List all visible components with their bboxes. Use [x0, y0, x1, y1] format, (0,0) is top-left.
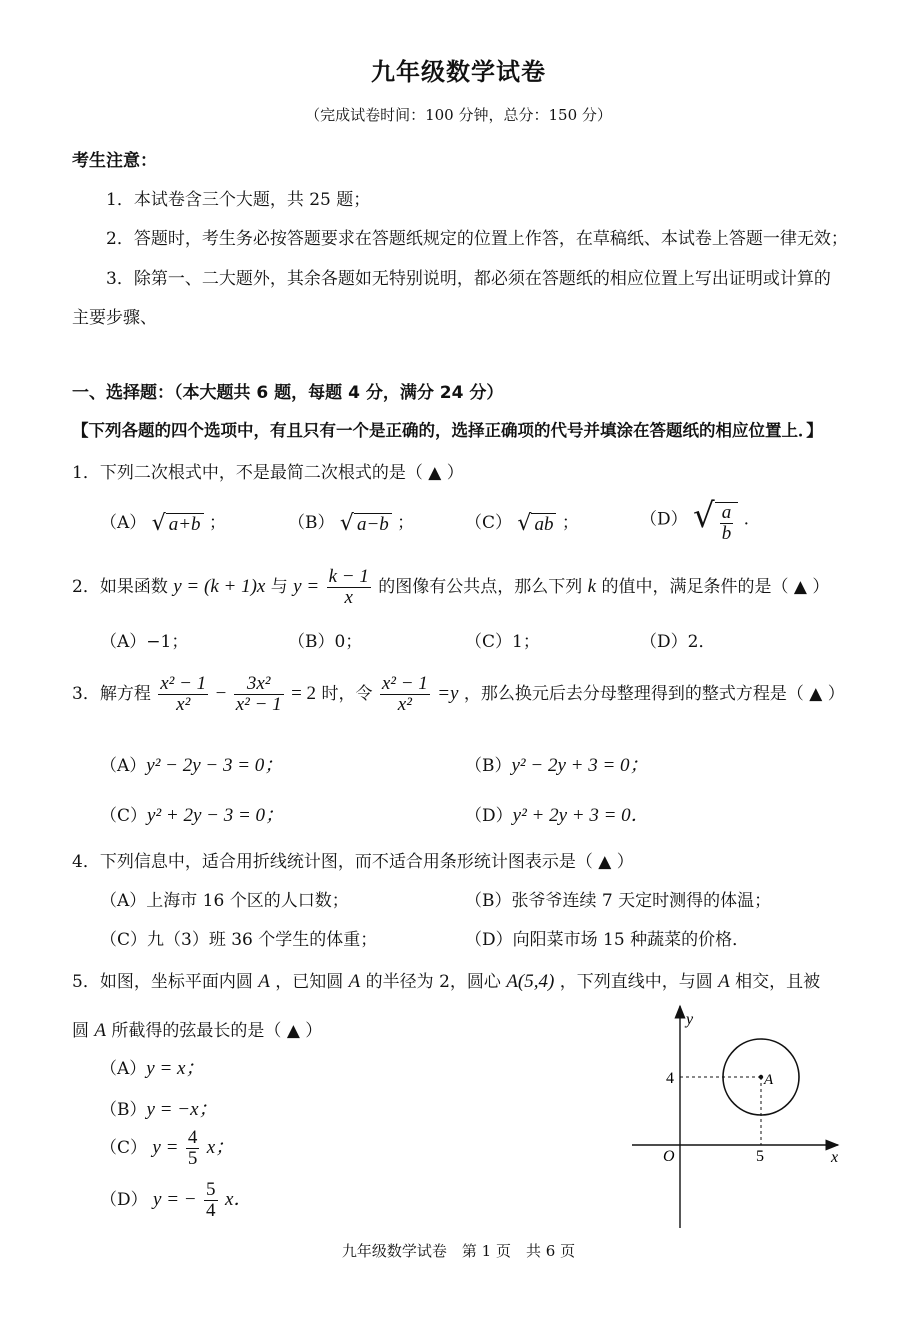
option-label: （D） — [100, 1190, 148, 1210]
fraction-numerator: 4 — [187, 1127, 198, 1148]
fraction-denominator: b — [721, 522, 732, 544]
q4-option-b: （B）张爷爷连续 7 天定时测得的体温； — [465, 891, 772, 911]
q2-text-3: 的图像有公共点，那么下列 — [378, 577, 583, 597]
q4-option-c: （C）九（3）班 36 个学生的体重； — [100, 930, 378, 950]
option-expression: y = x； — [146, 1058, 205, 1079]
q2-option-d: （D）2． — [640, 632, 716, 652]
option-expression: y² − 2y − 3 = 0； — [146, 755, 284, 776]
option-expression-left: y = — [152, 1137, 179, 1158]
q3-text-2: 时，令 — [321, 684, 373, 704]
q3-option-a — [100, 750, 283, 777]
fraction-denominator: x² − 1 — [235, 694, 282, 715]
q4-option-d: （D）向阳菜市场 15 种蔬菜的价格． — [465, 930, 750, 950]
option-label: （B） — [100, 1100, 147, 1120]
origin-label: O — [663, 1148, 675, 1165]
option-label: （A） — [100, 756, 147, 776]
q3-option-d — [465, 800, 650, 827]
q2-option-b: （B）0； — [288, 632, 363, 652]
option-expression-tail: x． — [224, 1189, 253, 1210]
option-label: （D） — [640, 509, 688, 530]
q2-function-2-left: y = — [293, 576, 320, 597]
q2-stem — [72, 567, 829, 608]
notice-item-1: 1．本试卷含三个大题，共 25 题； — [106, 190, 371, 210]
fraction-denominator: x² — [176, 694, 191, 715]
option-label: （A） — [100, 513, 147, 533]
q4-stem: 4．下列信息中，适合用折线统计图，而不适合用条形统计图表示是（ ▲ ） — [72, 852, 634, 872]
q3-stem — [72, 674, 845, 715]
option-label: （C） — [465, 513, 513, 533]
option-expression-left: y = − — [153, 1189, 197, 1210]
page-footer: 九年级数学试卷 第 1 页 共 6 页 — [341, 1242, 576, 1260]
q2-text-2: 与 — [270, 577, 288, 597]
option-expression: y = −x； — [146, 1099, 218, 1120]
x-tick-label: 5 — [756, 1148, 764, 1165]
q5-option-d — [100, 1180, 252, 1221]
q5-text-6: 圆 — [72, 1021, 89, 1041]
circle-a-ref: A — [348, 971, 361, 992]
q5-option-b — [100, 1094, 218, 1121]
q1-stem: 1．下列二次根式中，不是最简二次根式的是（ ▲ ） — [72, 463, 464, 483]
q2-text-4: 的值中，满足条件的是（ ▲ ） — [601, 577, 830, 597]
q1-option-b: （B） √ a−b ； — [288, 511, 415, 536]
q5-text-7: 所截得的弦最长的是（ ▲ ） — [111, 1021, 323, 1041]
q1-option-d: （D） √ $\frac{a}{b}$ . — [640, 496, 750, 544]
section-heading: 一、选择题：（本大题共 6 题，每题 4 分，满分 24 分） — [72, 383, 504, 403]
q2-text-1: 2．如果函数 — [72, 577, 168, 597]
q4-option-a: （A）上海市 16 个区的人口数； — [100, 891, 349, 911]
y-axis-label: y — [686, 1011, 694, 1028]
fraction-denominator: x² — [397, 694, 412, 715]
point-a-label: A — [764, 1072, 774, 1088]
q5-option-c — [100, 1128, 234, 1169]
section-instruction: 【下列各题的四个选项中，有且只有一个是正确的，选择正确项的代号并填涂在答题纸的相应位置上．】 — [72, 421, 823, 440]
q2-option-a: （A）−1； — [100, 632, 189, 652]
option-label: （D） — [465, 806, 513, 826]
punct: ； — [397, 513, 415, 533]
fraction-numerator: x² − 1 — [381, 673, 428, 694]
q5-text-1: 5．如图，坐标平面内圆 — [72, 972, 253, 992]
q5-stem — [72, 967, 820, 993]
option-label: （B） — [288, 513, 335, 533]
fraction-numerator: 5 — [206, 1179, 216, 1200]
q3-option-b — [465, 750, 649, 777]
radicand: a−b — [354, 513, 392, 536]
notice-heading: 考生注意： — [72, 151, 157, 171]
page-title: 九年级数学试卷 — [371, 58, 546, 86]
option-label: （B） — [465, 756, 512, 776]
radicand: ab — [531, 513, 556, 536]
q2-variable-k: k — [587, 576, 597, 597]
q5-text-5: 相交，且被 — [735, 972, 821, 992]
fraction-numerator: a — [721, 501, 732, 523]
coordinate-figure — [626, 1000, 846, 1235]
exam-info: （完成试卷时间：100 分钟，总分：150 分） — [305, 106, 612, 124]
notice-item-3-cont: 主要步骤、 — [72, 308, 157, 328]
option-expression: y² − 2y + 3 = 0； — [511, 755, 649, 776]
fraction-denominator: x — [344, 587, 353, 608]
q3-text-3: ，那么换元后去分母整理得到的整式方程是（ ▲ ） — [463, 684, 845, 704]
punct: . — [743, 509, 750, 530]
fraction-numerator: k − 1 — [328, 566, 369, 587]
notice-item-2: 2．答题时，考生务必按答题要求在答题纸规定的位置上作答，在草稿纸、本试卷上答题一律无效； — [106, 229, 848, 249]
q5-text-4: ，下列直线中，与圆 — [559, 972, 713, 992]
fraction-numerator: 3x² — [234, 674, 284, 695]
option-label: （C） — [100, 1138, 148, 1158]
radicand: a+b — [166, 513, 204, 536]
q5-text-2: ，已知圆 — [275, 972, 344, 992]
q1-option-c: （C） √ ab ； — [465, 511, 579, 536]
option-label: （A） — [100, 1059, 147, 1079]
x-axis-label: x — [831, 1149, 839, 1166]
fraction-denominator: 4 — [206, 1200, 216, 1221]
circle-a-ref: A — [258, 971, 270, 992]
q3-text-1: 3．解方程 — [72, 684, 151, 704]
minus-sign: − — [215, 683, 227, 704]
q2-option-c: （C）1； — [465, 632, 540, 652]
circle-a-ref: A — [94, 1020, 107, 1041]
q5-option-a — [100, 1053, 204, 1080]
center-point — [759, 1075, 763, 1079]
equals-2: = 2 — [291, 683, 317, 704]
fraction-numerator: x² − 1 — [160, 673, 207, 694]
notice-item-3: 3．除第一、二大题外，其余各题如无特别说明，都必须在答题纸的相应位置上写出证明或计算的 — [106, 269, 831, 289]
equals-y: =y — [437, 683, 459, 704]
q1-option-a: （A） √ a+b ； — [100, 511, 226, 536]
option-expression: y² + 2y − 3 = 0； — [147, 805, 285, 826]
option-expression-tail: x； — [206, 1137, 235, 1158]
q5-text-3: 的半径为 2，圆心 — [365, 972, 501, 992]
q3-option-c — [100, 800, 284, 827]
q2-function-1: y = (k + 1)x — [173, 576, 266, 597]
punct: ； — [561, 513, 579, 533]
circle-a-ref: A — [718, 971, 730, 992]
option-expression: y² + 2y + 3 = 0． — [512, 805, 650, 826]
option-label: （C） — [100, 806, 148, 826]
y-tick-label: 4 — [666, 1070, 674, 1087]
fraction-denominator: 5 — [187, 1148, 198, 1169]
punct: ； — [208, 513, 226, 533]
circle-center: A(5,4) — [506, 971, 555, 992]
q5-stem-line-2 — [72, 1016, 322, 1042]
